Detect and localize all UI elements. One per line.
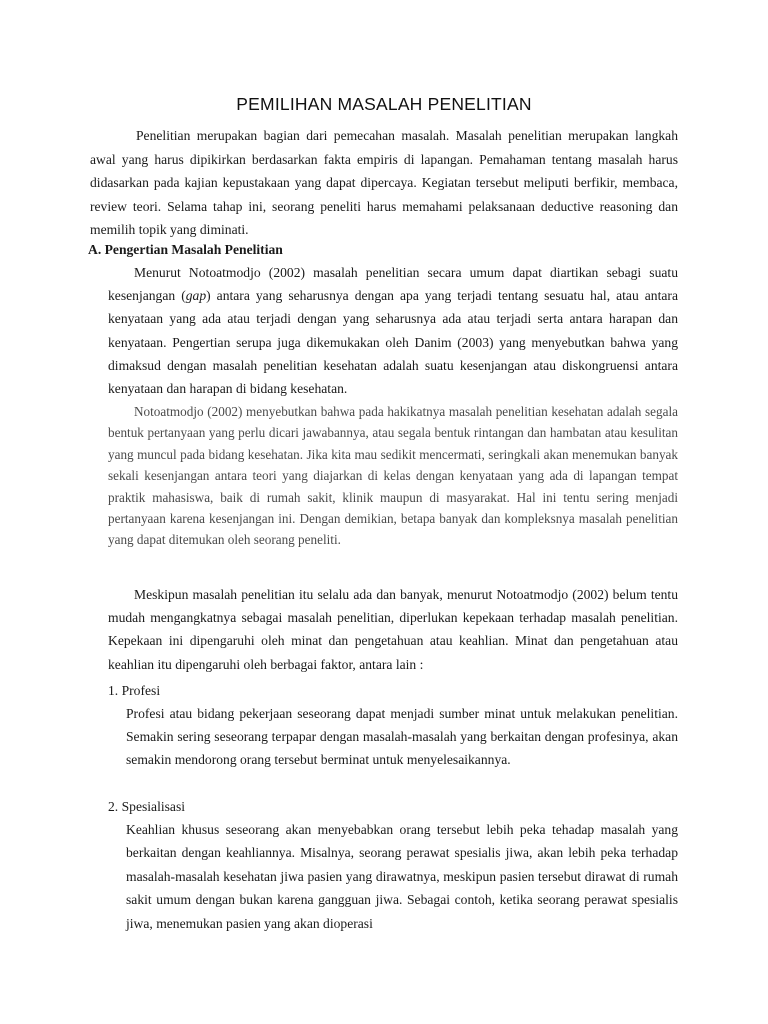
section-a-paragraph-1: [108, 261, 678, 400]
factor-1-label: 1. Profesi: [108, 683, 161, 698]
factor-2-label: 2. Spesialisasi: [108, 799, 186, 814]
section-a-paragraph-2: Notoatmodjo (2002) menyebutkan bahwa pada hakikatnya masalah penelitian kesehatan adalah segala bentuk pertanyaan yang perlu dicari jawabannya, atau segala bentuk rintangan dan hambatan atau kesulitan yang muncul pada bidang kesehatan. Jika kita mau sedikit mencermati, seringkali akan menemukan banyak sekali kesenjangan antara teori yang diajarkan di kelas dengan kenyataan yang ada di lapangan tempat praktik mahasiswa, baik di rumah sakit, klinik maupun di masyarakat. Hal ini tentu sering menjadi pertanyaan karena kesenjangan ini. Dengan demikian, betapa banyak dan kompleksnya masalah penelitian yang dapat ditemukan oleh seorang peneliti.: [108, 404, 678, 548]
section-a-heading: A. Pengertian Masalah Penelitian: [88, 242, 283, 257]
section-a-paragraph-1-end: ) antara yang seharusnya dengan apa yang terjadi tentang sesuatu hal, atau antara kenyataan yang ada atau terjadi dengan yang seharusnya ada atau terjadi serta antara harapan dan kenyataan. Pengertian serupa juga dikemukakan oleh Danim (2003) yang menyebutkan bahwa yang dimaksud dengan masalah penelitian kesehatan adalah suatu kesenjangan atau diskongruensi antara kenyataan dan harapan di bidang kesehatan.: [108, 288, 678, 397]
section-a-paragraph-1-start: Menurut Notoatmodjo (2002) masalah penelitian secara umum dapat diartikan sebagi suatu kesenjangan (: [108, 265, 678, 304]
document-title: PEMILIHAN MASALAH PENELITIAN: [236, 94, 532, 114]
section-a-paragraph-3: Meskipun masalah penelitian itu selalu ada dan banyak, menurut Notoatmodjo (2002) belum tentu mudah mengangkatnya sebagai masalah penelitian, diperlukan kepekaan terhadap masalah penelitian. Kepekaan ini dipengaruhi oleh minat dan pengetahuan atau keahlian. Minat dan pengetahuan atau keahlian itu dipengaruhi oleh berbagai faktor, antara lain :: [108, 587, 678, 672]
factor-2-text: Keahlian khusus seseorang akan menyebabkan orang tersebut lebih peka tehadap masalah yang berkaitan dengan keahliannya. Misalnya, seorang perawat spesialis jiwa, akan lebih peka terhadap masalah-masalah kesehatan jiwa pasien yang dirawatnya, meskipun pasien tersebut dirawat di rumah sakit umum dengan bukan karena gangguan jiwa. Sebagai contoh, ketika seorang perawat spesialis jiwa, menemukan pasien yang akan dioperasi: [126, 822, 678, 931]
intro-paragraph: Penelitian merupakan bagian dari pemecahan masalah. Masalah penelitian merupakan langkah awal yang harus dipikirkan berdasarkan fakta empiris di lapangan. Pemahaman tentang masalah harus didasarkan pada kajian kepustakaan yang dapat dipercaya. Kegiatan tersebut meliputi berfikir, membaca, review teori. Selama tahap ini, seorang peneliti harus memahami pelaksanaan deductive reasoning dan memilih topik yang diminati.: [90, 128, 678, 237]
gap-term: gap: [185, 288, 207, 304]
factor-1-text: Profesi atau bidang pekerjaan seseorang dapat menjadi sumber minat untuk melakukan penelitian. Semakin sering seseorang terpapar dengan masalah-masalah yang berkaitan dengan profesinya, akan semakin mendorong orang tersebut berminat untuk menyelesaikannya.: [126, 706, 678, 768]
